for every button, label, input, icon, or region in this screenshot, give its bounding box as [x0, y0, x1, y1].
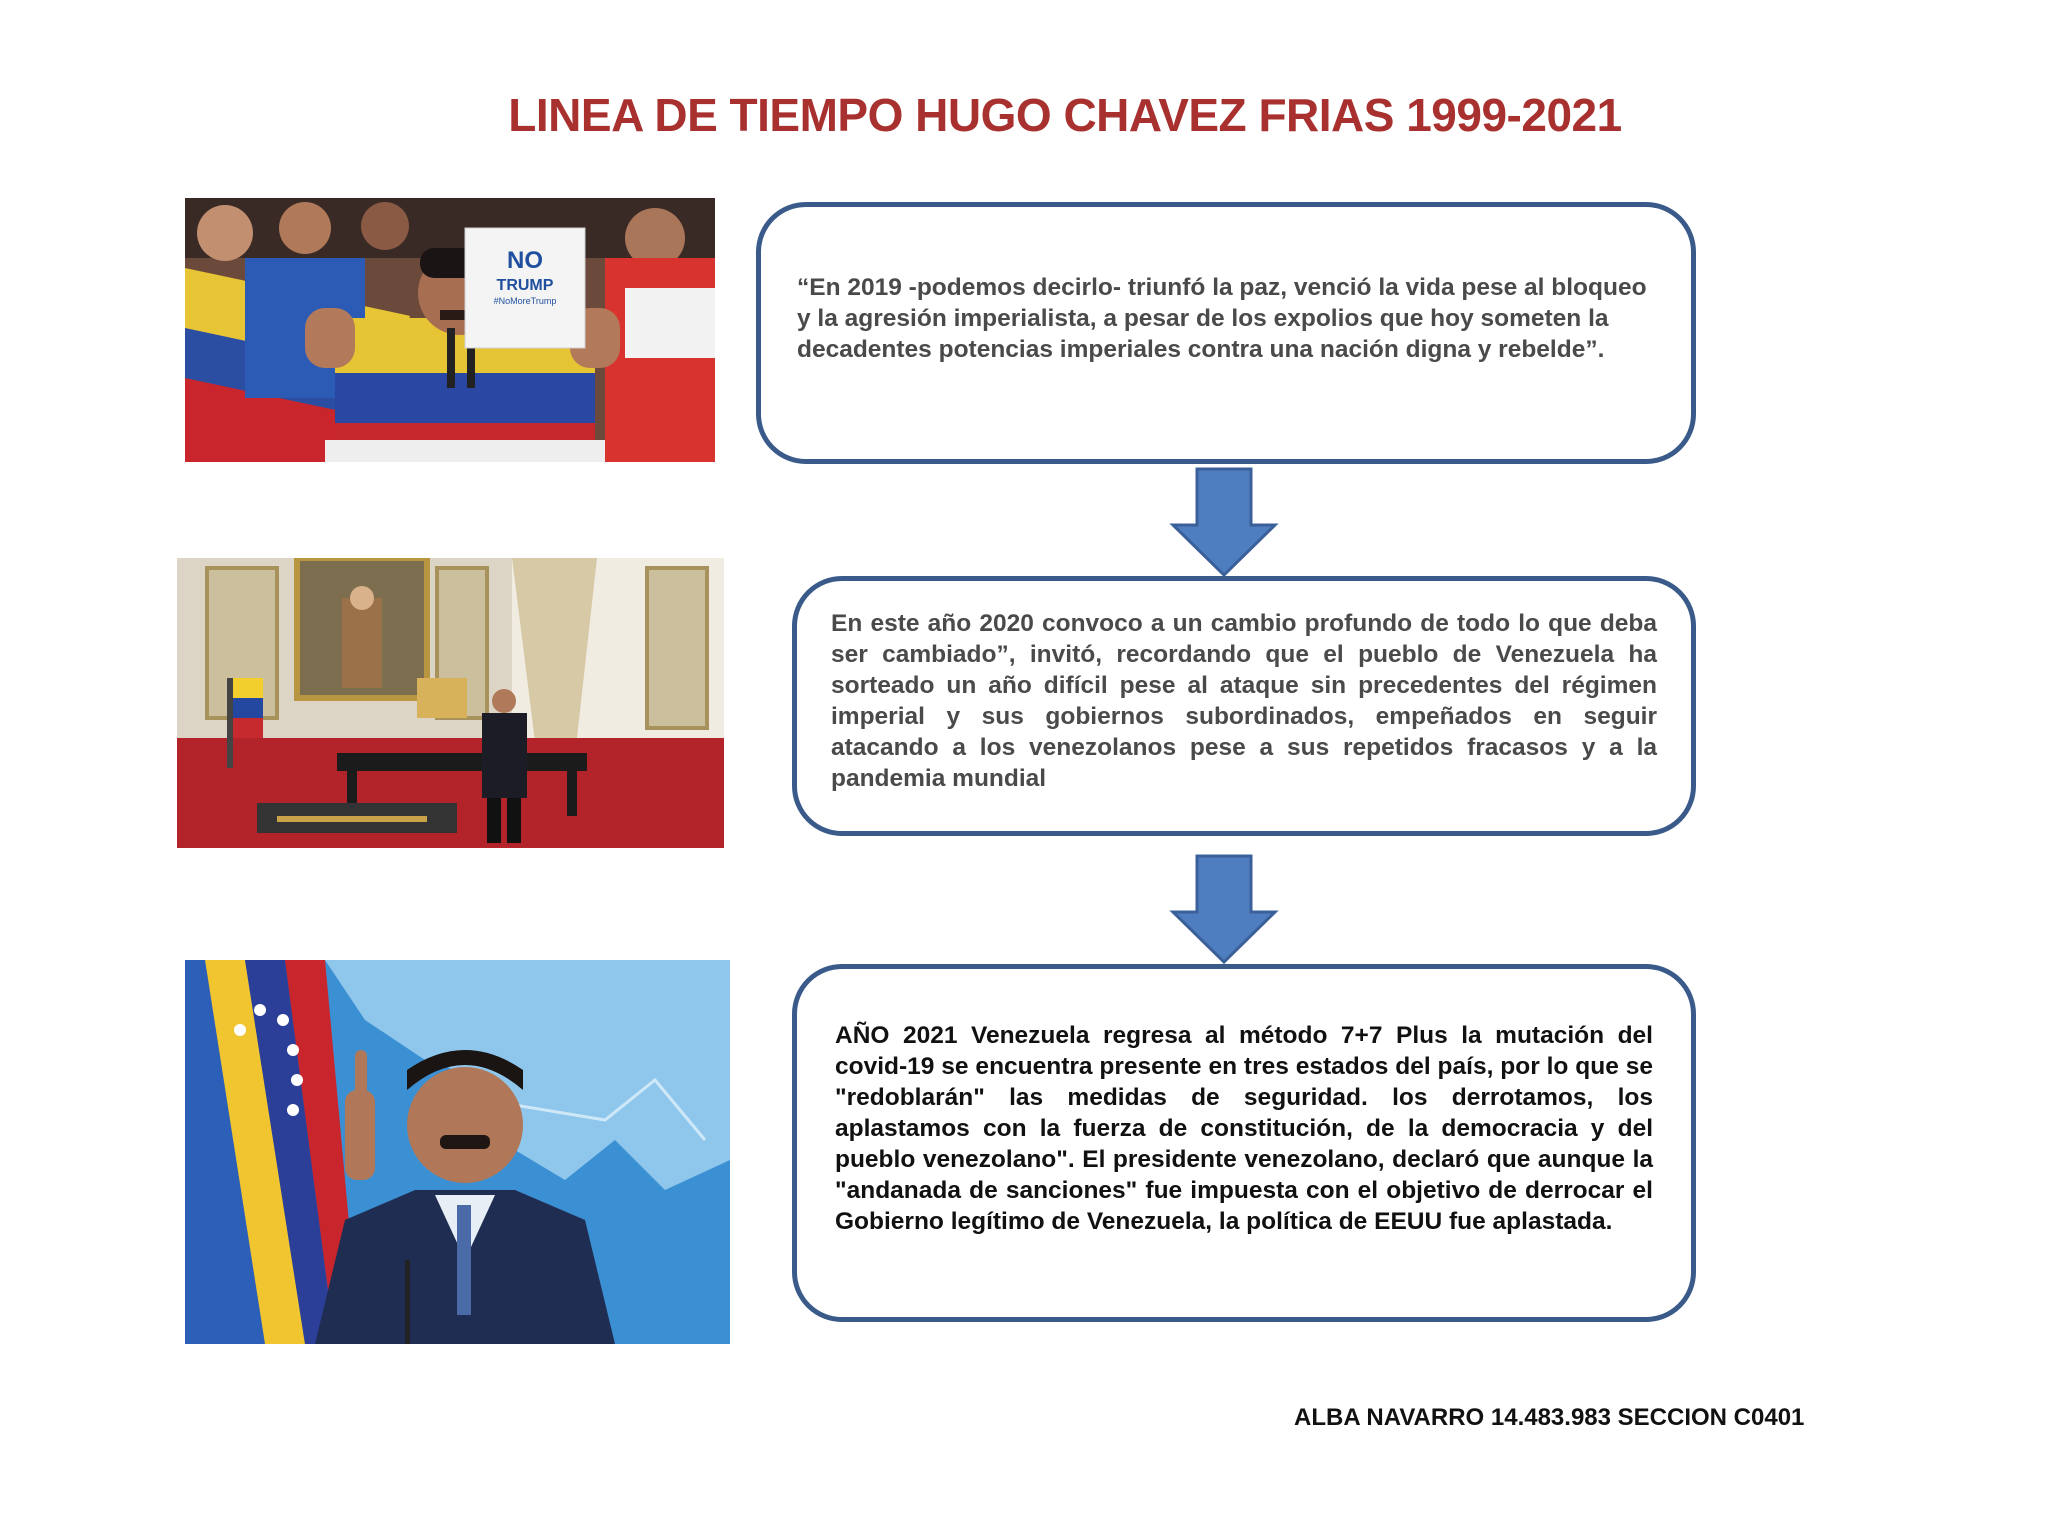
timeline-text-2019: “En 2019 -podemos decirlo- triunfó la paz, venció la vida pese al bloqueo y la agresión imperialista, a pesar de los expolios que hoy someten la decadentes potencias imperiales contra una nación digna y rebelde”.	[797, 273, 1647, 363]
sign-text-no: NO	[507, 247, 543, 274]
rally-photo	[185, 198, 715, 462]
sign-text-trump: TRUMP	[496, 277, 554, 294]
sign-text-hashtag: #NoMoreTrump	[493, 296, 557, 306]
timeline-box-2021	[792, 964, 1696, 1322]
arrow-down-icon	[1169, 467, 1279, 577]
author-footer: ALBA NAVARRO 14.483.983 SECCION C0401	[1294, 1404, 1805, 1431]
arrow-down-icon	[1169, 854, 1279, 964]
timeline-box-2019	[756, 202, 1696, 464]
page-title: LINEA DE TIEMPO HUGO CHAVEZ FRIAS 1999-2021	[508, 89, 1622, 141]
timeline-text-2020: En este año 2020 convoco a un cambio profundo de todo lo que deba ser cambiado”, invitó, recordando que el pueblo de Venezuela ha sorteado un año difícil pese al ataque sin precedentes del régimen imperial y sus gobiernos subordinados, empeñados en seguir atacando a los venezolanos pese a sus repetidos fracasos y a la pandemia mundial	[831, 610, 1657, 792]
timeline-text-2021: AÑO 2021 Venezuela regresa al método 7+7 Plus la mutación del covid-19 se encuentra presente en tres estados del país, por lo que se "redoblarán" las medidas de seguridad. los derrotamos, los aplastamos con la fuerza de constitución, de la democracia y del pueblo venezolano". El presidente venezolano, declaró que aunque la "andanada de sanciones" fue impuesta con el objetivo de derrocar el Gobierno legítimo de Venezuela, la política de EEUU fue aplastada.	[835, 1021, 1653, 1235]
speaker-photo	[185, 960, 730, 1344]
palace-photo	[177, 558, 724, 848]
timeline-box-2020	[792, 576, 1696, 836]
